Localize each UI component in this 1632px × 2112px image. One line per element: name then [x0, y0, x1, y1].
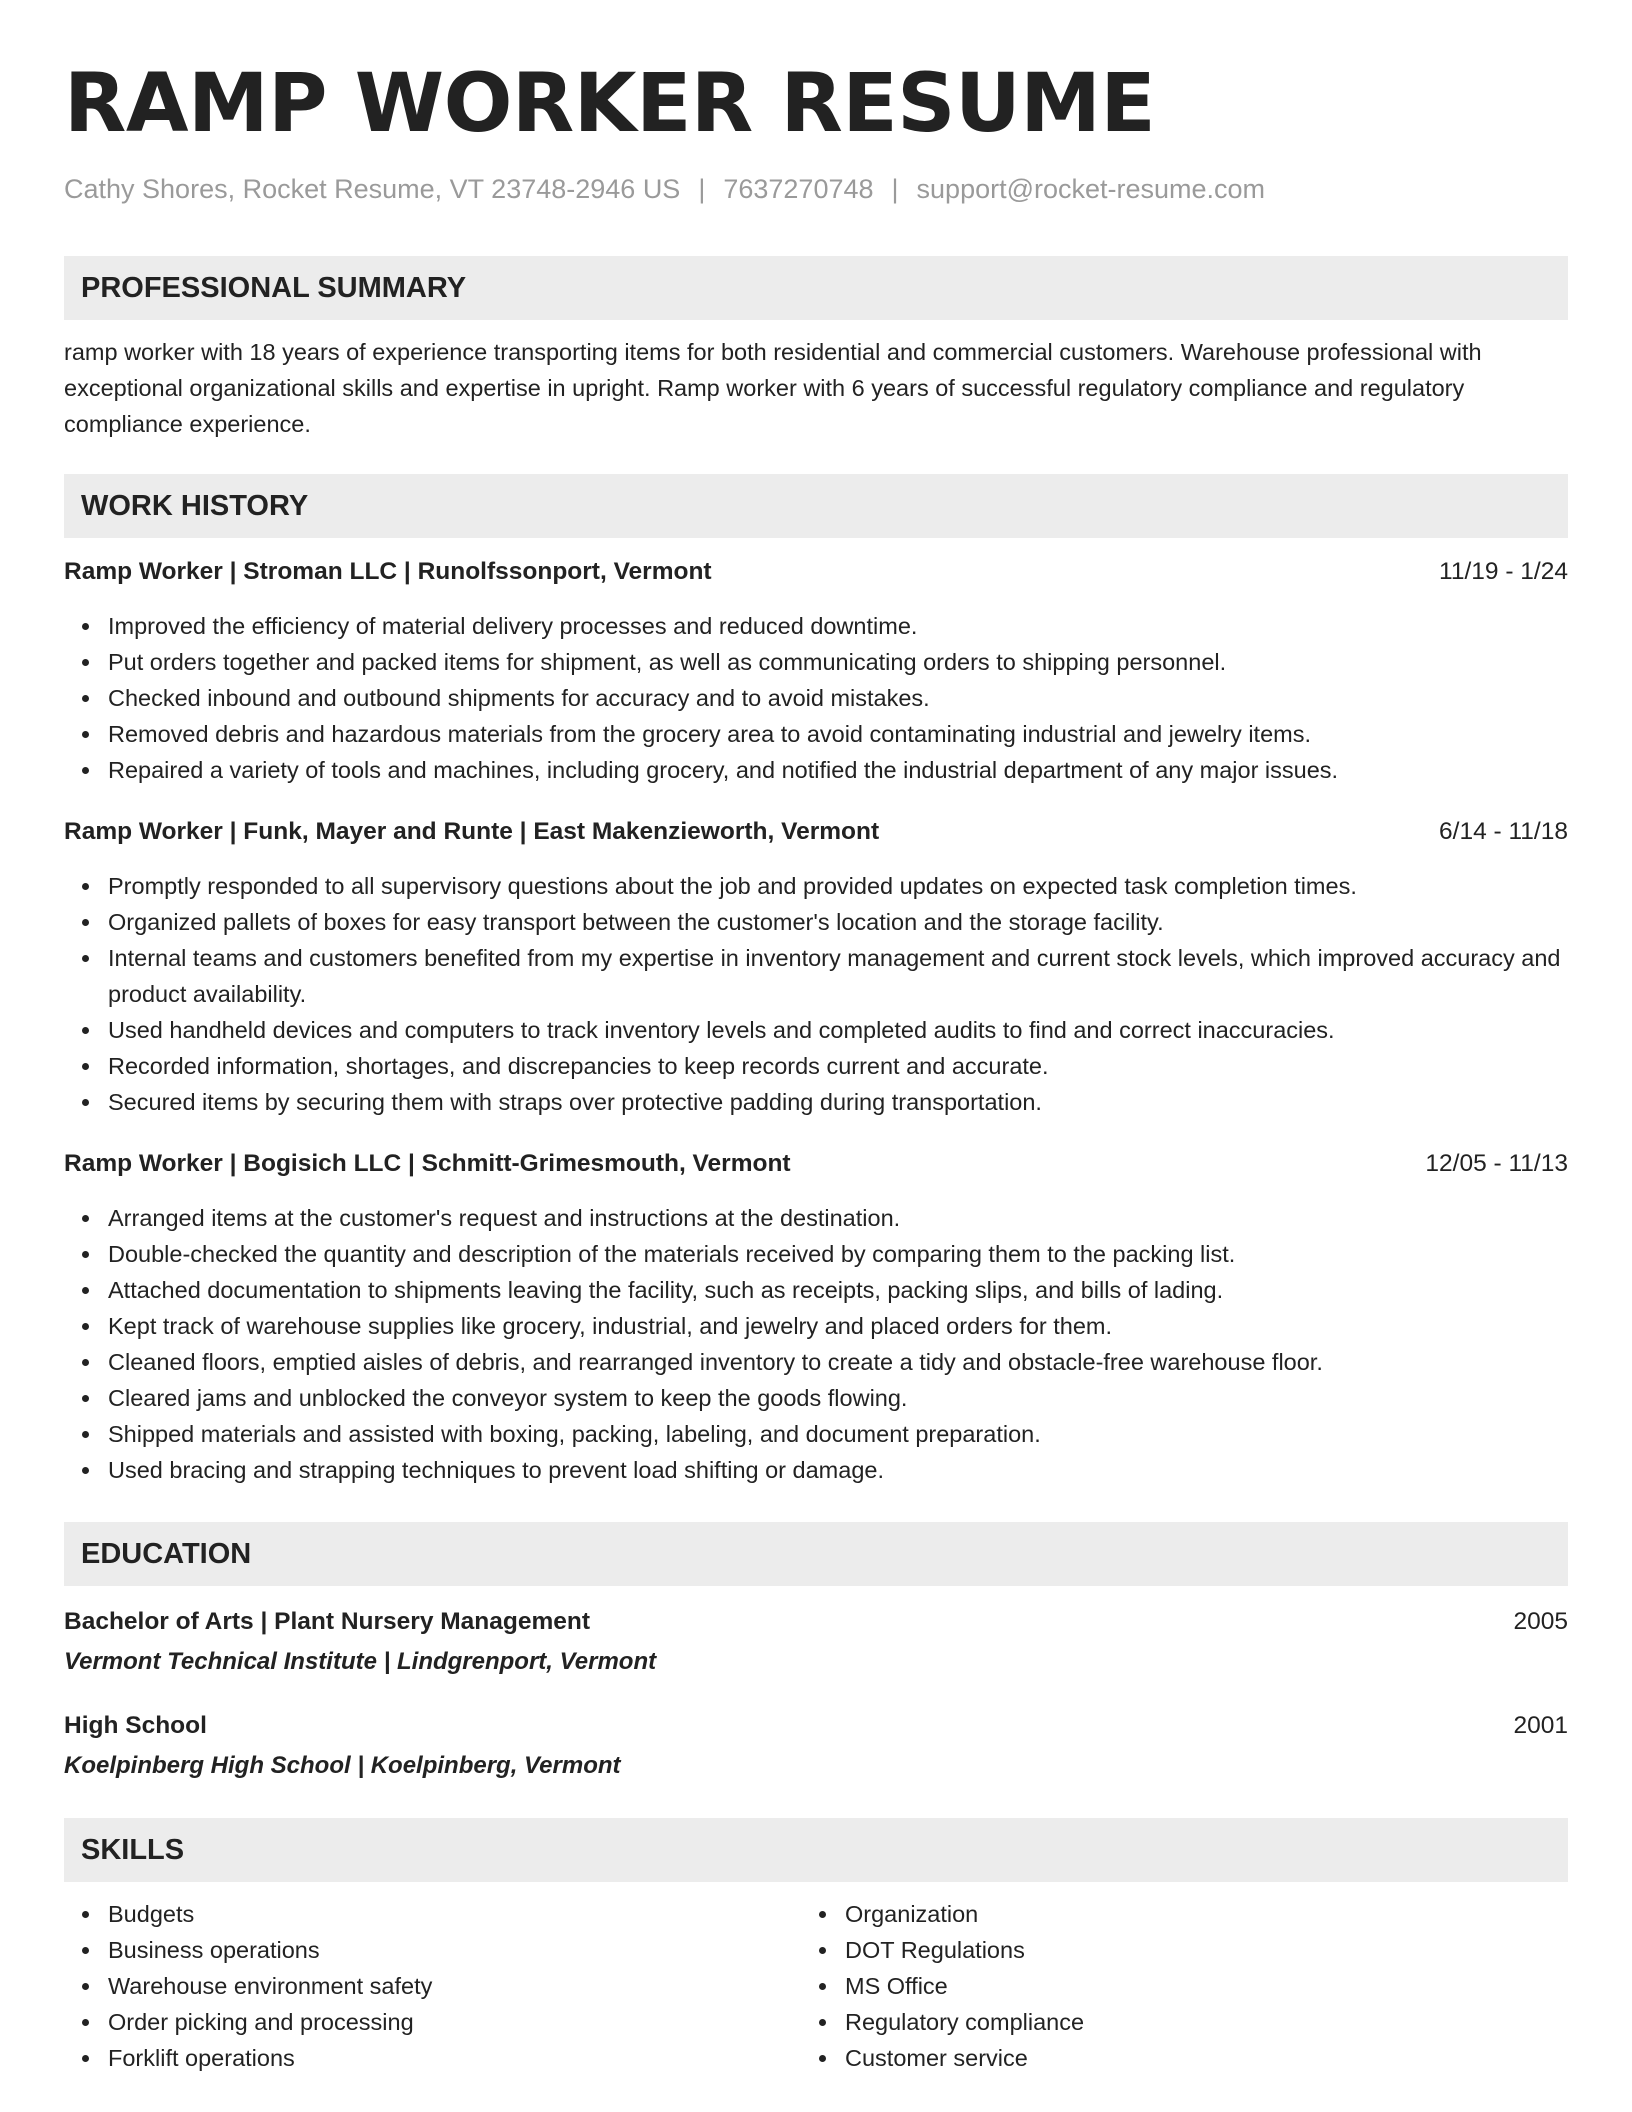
education-school: Vermont Technical Institute | Lindgrenport, Vermont: [64, 1648, 657, 1675]
job-entry: [64, 814, 1568, 1120]
skill-item: DOT Regulations: [801, 1932, 1538, 1968]
job-bullet: Cleaned floors, emptied aisles of debris, and rearranged inventory to create a tidy and obstacle-free warehouse floor.: [64, 1344, 1568, 1380]
education-header: [64, 1708, 1568, 1744]
contact-line: [64, 172, 1568, 206]
job-title: Ramp Worker | Funk, Mayer and Runte | East Makenzieworth, Vermont: [64, 818, 880, 845]
job-header: [64, 814, 1568, 850]
job-bullet: Repaired a variety of tools and machines, including grocery, and notified the industrial department of any major issues.: [64, 752, 1568, 788]
skills-column-left: [64, 1896, 801, 2076]
job-bullet: Arranged items at the customer's request and instructions at the destination.: [64, 1200, 1568, 1236]
education-degree: High School: [64, 1712, 207, 1739]
section-heading-skills: SKILLS: [64, 1818, 1568, 1882]
skill-item: Organization: [801, 1896, 1538, 1932]
job-bullet: Kept track of warehouse supplies like grocery, industrial, and jewelry and placed orders for them.: [64, 1308, 1568, 1344]
education-entry: [64, 1604, 1568, 1680]
job-bullet: Attached documentation to shipments leaving the facility, such as receipts, packing slips, and bills of lading.: [64, 1272, 1568, 1308]
skill-item: Customer service: [801, 2040, 1538, 2076]
job-header: [64, 554, 1568, 590]
skill-item: Business operations: [64, 1932, 801, 1968]
job-bullet-list: [64, 608, 1568, 788]
education-entry: [64, 1708, 1568, 1784]
job-bullet: Checked inbound and outbound shipments for accuracy and to avoid mistakes.: [64, 680, 1568, 716]
job-entry: [64, 1146, 1568, 1488]
skill-item: Forklift operations: [64, 2040, 801, 2076]
contact-separator: |: [891, 174, 899, 204]
section-heading-education: EDUCATION: [64, 1522, 1568, 1586]
job-bullet: Cleared jams and unblocked the conveyor system to keep the goods flowing.: [64, 1380, 1568, 1416]
skills-list: [64, 1896, 801, 2076]
contact-separator: |: [698, 174, 706, 204]
skill-item: MS Office: [801, 1968, 1538, 2004]
job-bullet: Shipped materials and assisted with boxing, packing, labeling, and document preparation.: [64, 1416, 1568, 1452]
job-bullet: Double-checked the quantity and description of the materials received by comparing them to the packing list.: [64, 1236, 1568, 1272]
job-bullet: Used handheld devices and computers to track inventory levels and completed audits to find and correct inaccuracies.: [64, 1012, 1568, 1048]
job-bullet: Promptly responded to all supervisory questions about the job and provided updates on expected task completion times.: [64, 868, 1568, 904]
skills-column-right: [801, 1896, 1538, 2076]
job-dates: 6/14 - 11/18: [1439, 818, 1568, 845]
education-year: 2005: [1513, 1608, 1568, 1635]
job-bullet: Put orders together and packed items for shipment, as well as communicating orders to shipping personnel.: [64, 644, 1568, 680]
job-title: Ramp Worker | Bogisich LLC | Schmitt-Grimesmouth, Vermont: [64, 1150, 791, 1177]
job-bullet-list: [64, 1200, 1568, 1488]
job-bullet: Removed debris and hazardous materials from the grocery area to avoid contaminating industrial and jewelry items.: [64, 716, 1568, 752]
job-bullet: Used bracing and strapping techniques to prevent load shifting or damage.: [64, 1452, 1568, 1488]
section-heading-work-history: WORK HISTORY: [64, 474, 1568, 538]
skills-list: [801, 1896, 1538, 2076]
job-bullet: Internal teams and customers benefited from my expertise in inventory management and current stock levels, which improved accuracy and product availability.: [64, 940, 1568, 1012]
job-dates: 12/05 - 11/13: [1425, 1150, 1568, 1177]
job-bullet: Improved the efficiency of material delivery processes and reduced downtime.: [64, 608, 1568, 644]
education-header: [64, 1604, 1568, 1640]
education-degree: Bachelor of Arts | Plant Nursery Management: [64, 1608, 591, 1635]
education-year: 2001: [1513, 1712, 1568, 1739]
skill-item: Warehouse environment safety: [64, 1968, 801, 2004]
job-bullet: Organized pallets of boxes for easy transport between the customer's location and the storage facility.: [64, 904, 1568, 940]
job-dates: 11/19 - 1/24: [1439, 558, 1568, 585]
skill-item: Regulatory compliance: [801, 2004, 1538, 2040]
skill-item: Order picking and processing: [64, 2004, 801, 2040]
job-bullet-list: [64, 868, 1568, 1120]
contact-email: support@rocket-resume.com: [916, 174, 1266, 204]
job-bullet: Recorded information, shortages, and discrepancies to keep records current and accurate.: [64, 1048, 1568, 1084]
job-header: [64, 1146, 1568, 1182]
job-entry: [64, 554, 1568, 788]
education-school: Koelpinberg High School | Koelpinberg, Vermont: [64, 1752, 621, 1779]
skills-grid: [64, 1896, 1568, 2076]
skill-item: Budgets: [64, 1896, 801, 1932]
resume-title: RAMP WORKER RESUME: [64, 57, 1156, 151]
section-heading-summary: PROFESSIONAL SUMMARY: [64, 256, 1568, 320]
summary-paragraph: ramp worker with 18 years of experience transporting items for both residential and commercial customers. Warehouse professional with exceptional organizational skills and expertise in upright. Ramp worker with 6 years of successful regulatory compliance and regulatory compliance experience.: [64, 339, 1482, 437]
contact-phone: 7637270748: [723, 174, 874, 204]
job-title: Ramp Worker | Stroman LLC | Runolfssonport, Vermont: [64, 558, 712, 585]
contact-address: Cathy Shores, Rocket Resume, VT 23748-2946 US: [64, 174, 681, 204]
job-bullet: Secured items by securing them with straps over protective padding during transportation.: [64, 1084, 1568, 1120]
